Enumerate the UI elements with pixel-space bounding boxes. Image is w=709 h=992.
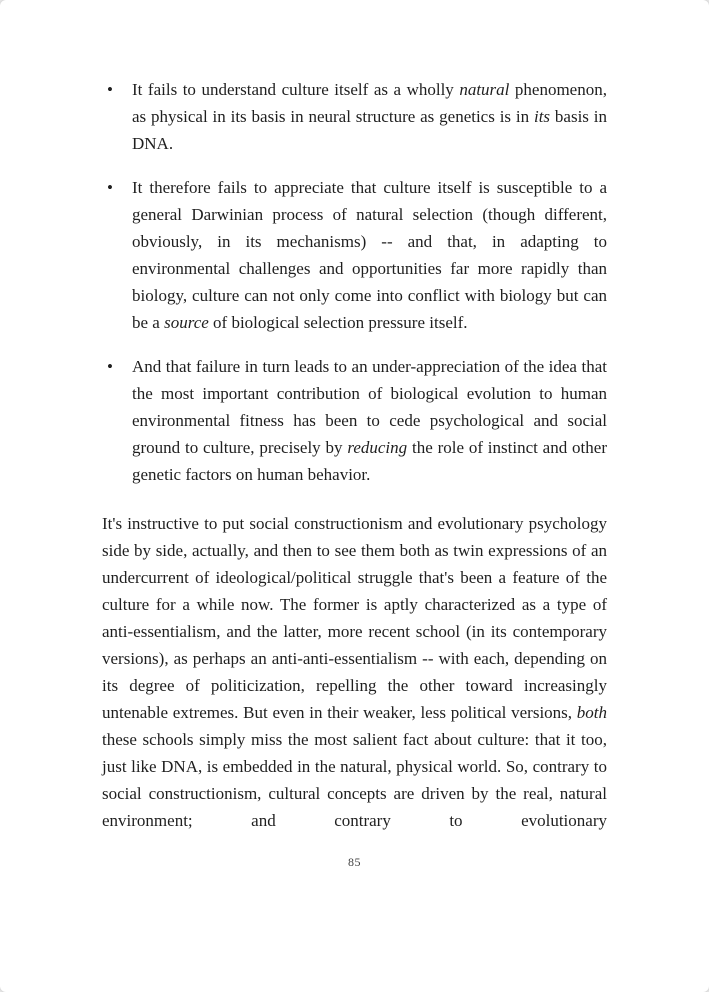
- bullet-item: [102, 76, 607, 157]
- bullet-item: [102, 174, 607, 336]
- bullet-list: [102, 76, 607, 488]
- body-paragraph: It's instructive to put social constructionism and evolutionary psychology side by side, actually, and then to see them both as twin expressions of an undercurrent of ideological/political struggle that's been a feature of the culture for a while now. The former is aptly characterized as a type of anti-essentialism, and the latter, more recent school (in its contemporary versions), as perhaps an anti-anti-essentialism -- with each, depending on its degree of politicization, repelling the other toward increasingly untenable extremes. But even in their weaker, less political versions, both these schools simply miss the most salient fact about culture: that it too, just like DNA, is embedded in the natural, physical world. So, contrary to social constructionism, cultural concepts are driven by the real, natural environment; and contrary to evolutionary: [102, 514, 607, 830]
- bullet-item: [102, 353, 607, 488]
- bullet-text: And that failure in turn leads to an under-appreciation of the idea that the most important contribution of biological evolution to human environmental fitness has been to cede psychological and social ground to culture, precisely by reducing the role of instinct and other genetic factors on human behavior.: [132, 357, 607, 484]
- bullet-icon: •: [107, 80, 113, 99]
- bullet-text: It therefore fails to appreciate that culture itself is susceptible to a general Darwinian process of natural selection (though different, obviously, in its mechanisms) -- and that, in adapting to environmental challenges and opportunities far more rapidly than biology, culture can not only come into conflict with biology but can be a source of biological selection pressure itself.: [132, 178, 607, 332]
- bullet-icon: •: [107, 357, 113, 376]
- page-number: 85: [348, 855, 361, 869]
- bullet-icon: •: [107, 178, 113, 197]
- page-footer: [102, 847, 607, 876]
- bullet-text: It fails to understand culture itself as a wholly natural phenomenon, as physical in its basis in neural structure as genetics is in its basis in DNA.: [132, 80, 607, 153]
